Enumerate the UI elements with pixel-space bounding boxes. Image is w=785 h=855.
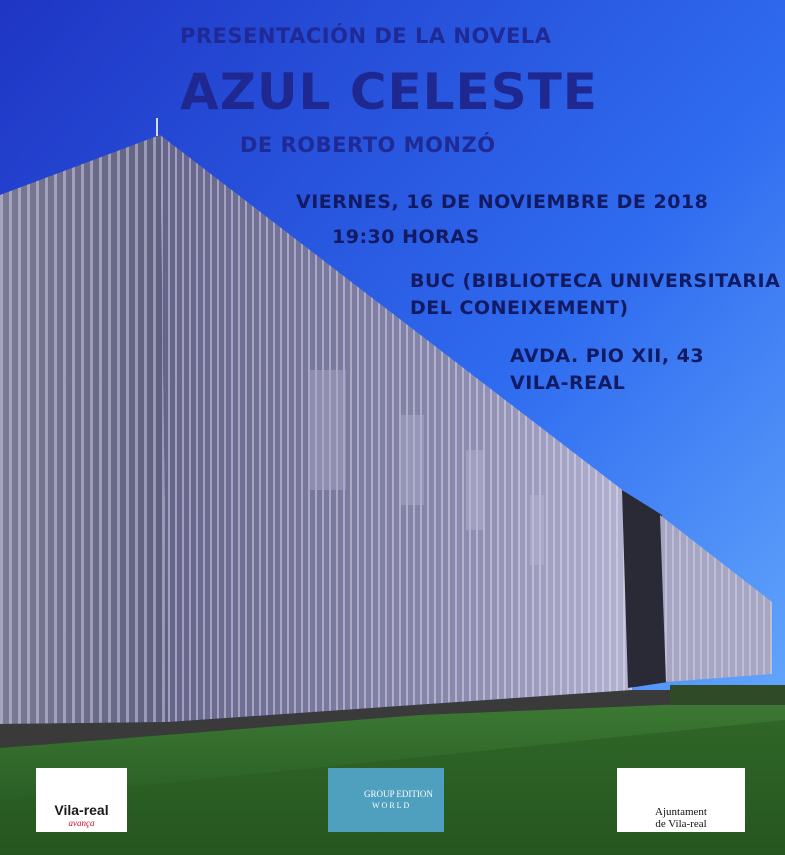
address-line-2: VILA-REAL — [510, 372, 626, 394]
vila-real-logo-name: Vila-real — [54, 802, 109, 818]
venue-line-1: BUC (BIBLIOTECA UNIVERSITARIA — [410, 270, 781, 292]
group-edition-logo-line-1: GROUP EDITION — [364, 789, 433, 799]
event-date: VIERNES, 16 DE NOVIEMBRE DE 2018 — [296, 191, 709, 213]
presentation-heading: PRESENTACIÓN DE LA NOVELA — [180, 24, 552, 48]
event-venue — [410, 268, 780, 322]
venue-line-2: DEL CONEIXEMENT) — [410, 297, 629, 319]
ajuntament-logo-line-1: Ajuntament — [655, 806, 707, 818]
ajuntament-logo-line-2: de Vila-real — [655, 818, 707, 830]
novel-title: AZUL CELESTE — [180, 63, 598, 121]
group-edition-logo-line-2: WORLD — [372, 801, 412, 810]
address-line-1: AVDA. PIO XII, 43 — [510, 345, 705, 367]
event-address — [510, 343, 704, 397]
ajuntament-logo — [617, 768, 745, 832]
author-line: DE ROBERTO MONZÓ — [240, 133, 496, 157]
group-edition-world-logo — [328, 768, 444, 832]
event-time: 19:30 HORAS — [332, 226, 480, 248]
vila-real-logo — [36, 768, 127, 832]
vila-real-logo-tagline: avança — [68, 818, 95, 828]
